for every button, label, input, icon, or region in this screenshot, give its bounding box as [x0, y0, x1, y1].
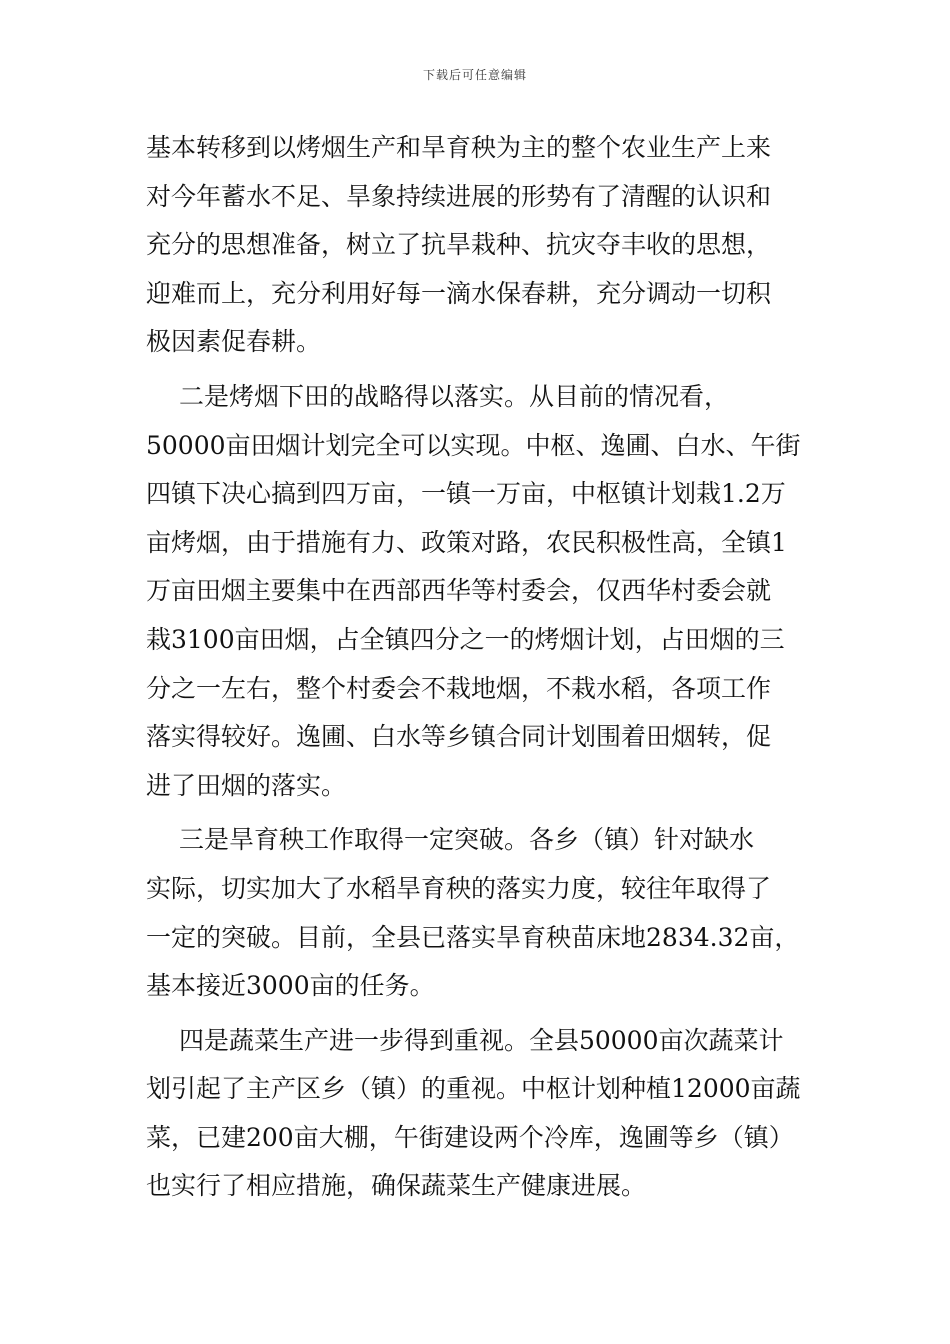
text-line: 落实得较好。逸圃、白水等乡镇合同计划围着田烟转，促: [146, 722, 772, 752]
paragraph-2: [146, 373, 806, 810]
text-line: 四是蔬菜生产进一步得到重视。全县50000亩次蔬菜计: [146, 1025, 784, 1055]
text-line: 迎难而上，充分利用好每一滴水保春耕，充分调动一切积: [146, 278, 772, 308]
text-line: 一定的突破。目前，全县已落实旱育秧苗床地2834.32亩，: [146, 922, 800, 952]
text-line: 极因素促春耕。: [146, 327, 322, 357]
text-line: 亩烤烟，由于措施有力、政策对路，农民积极性高，全镇1: [146, 527, 787, 557]
text-line: 三是旱育秧工作取得一定突破。各乡（镇）针对缺水: [146, 825, 754, 855]
text-line: 四镇下决心搞到四万亩，一镇一万亩，中枢镇计划栽1.2万: [146, 479, 786, 509]
text-line: 栽3100亩田烟，占全镇四分之一的烤烟计划，占田烟的三: [146, 624, 785, 654]
paragraph-1: [146, 124, 806, 367]
text-line: 50000亩田烟计划完全可以实现。中枢、逸圃、白水、午街: [146, 430, 801, 460]
paragraph-3: [146, 816, 806, 1010]
page-header-note: 下载后可任意编辑: [422, 68, 527, 82]
text-line: 二是烤烟下田的战略得以落实。从目前的情况看，: [146, 381, 729, 411]
text-line: 菜，已建200亩大棚，午街建设两个冷库，逸圃等乡（镇）: [146, 1122, 794, 1152]
text-line: 基本转移到以烤烟生产和旱育秧为主的整个农业生产上来: [146, 133, 772, 162]
text-line: 划引起了主产区乡（镇）的重视。中枢计划种植12000亩蔬: [146, 1074, 801, 1104]
text-line: 实际，切实加大了水稻旱育秧的落实力度，较往年取得了: [146, 873, 772, 903]
text-line: 基本接近3000亩的任务。: [146, 971, 435, 1001]
document-body: [146, 124, 806, 1211]
text-line: 对今年蓄水不足、旱象持续进展的形势有了清醒的认识和: [146, 181, 772, 211]
text-line: 进了田烟的落实。: [146, 770, 347, 800]
text-line: 万亩田烟主要集中在西部西华等村委会，仅西华村委会就: [146, 576, 772, 606]
text-line: 也实行了相应措施，确保蔬菜生产健康进展。: [146, 1171, 647, 1201]
text-line: 充分的思想准备，树立了抗旱栽种、抗灾夺丰收的思想，: [146, 230, 772, 260]
paragraph-4: [146, 1017, 806, 1211]
text-line: 分之一左右，整个村委会不栽地烟，不栽水稻，各项工作: [146, 673, 772, 703]
